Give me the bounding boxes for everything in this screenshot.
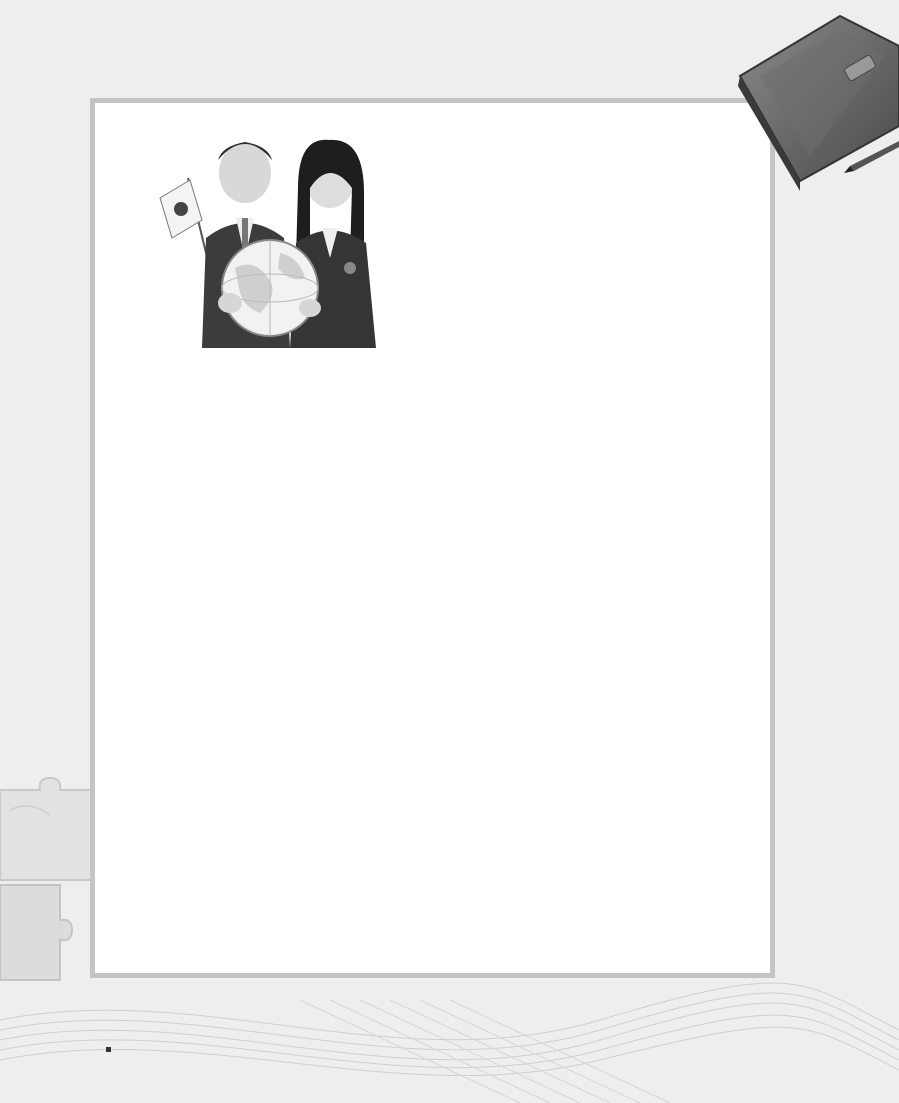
wave-lines-decoration	[0, 960, 899, 1103]
students-globe-photo	[150, 118, 400, 348]
background-ghost-text-right	[776, 170, 899, 890]
planner-notebook-icon	[720, 6, 899, 196]
footer-bullet	[106, 1047, 111, 1052]
